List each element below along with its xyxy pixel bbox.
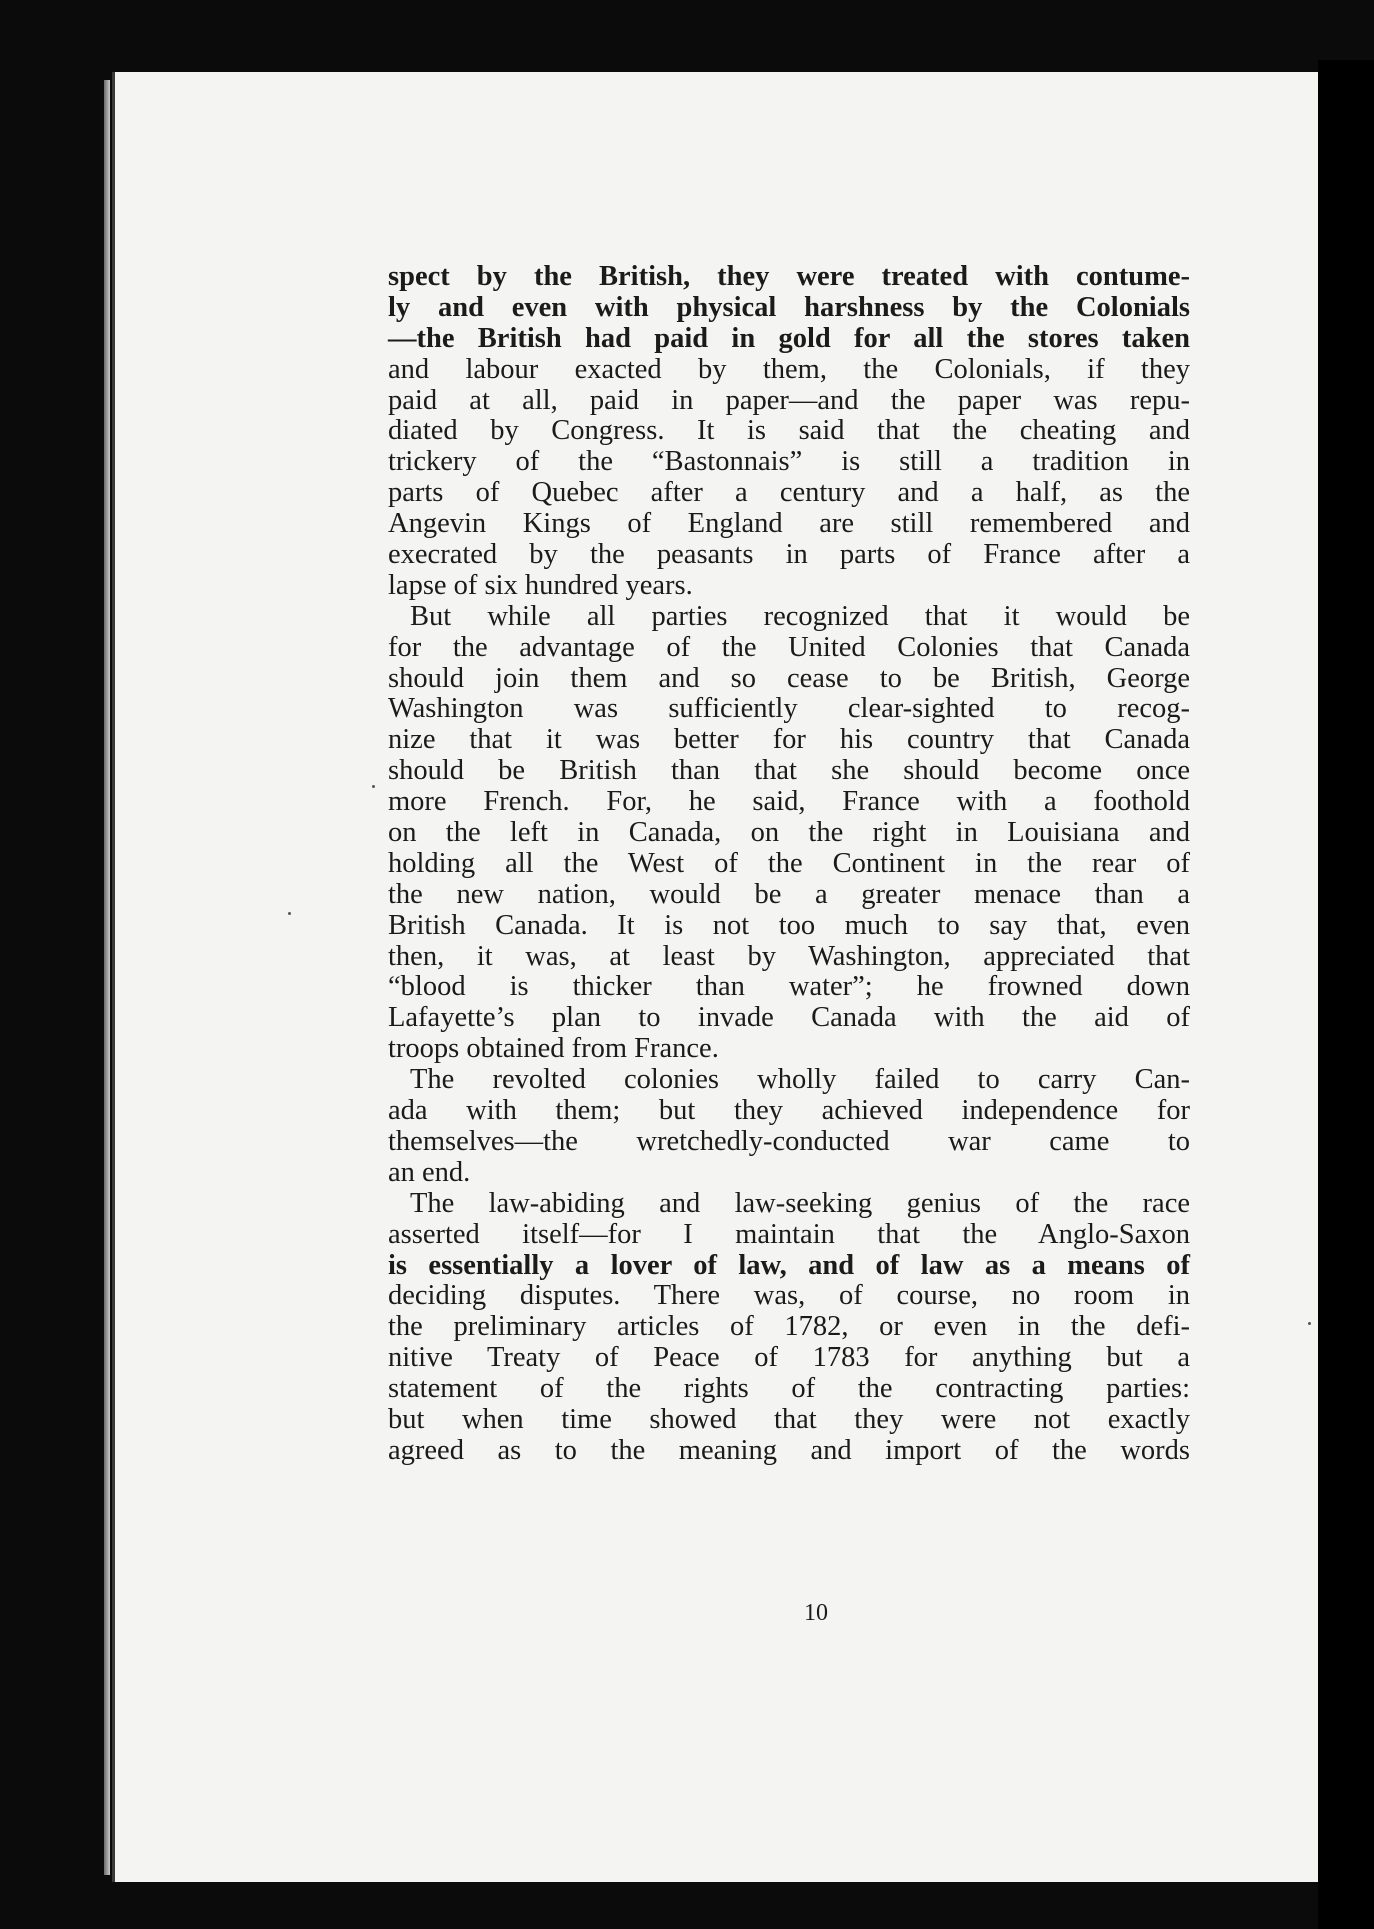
text-line: But while all parties recognized that it would be <box>410 600 1190 632</box>
text-line: asserted itself—for I maintain that the Anglo-Saxon <box>388 1218 1190 1250</box>
scan-border <box>1318 60 1374 1929</box>
scan-speck <box>372 785 375 788</box>
text-line: agreed as to the meaning and import of the words <box>388 1434 1190 1466</box>
text-line: then, it was, at least by Washington, appreciated that <box>388 940 1190 972</box>
text-line: The revolted colonies wholly failed to carry Can- <box>410 1064 1190 1096</box>
text-line: diated by Congress. It is said that the cheating and <box>388 415 1190 447</box>
text-line: and labour exacted by them, the Colonials, if they <box>388 353 1190 385</box>
text-line: lapse of six hundred years. <box>388 569 693 601</box>
text-line: execrated by the peasants in parts of France after a <box>388 539 1190 571</box>
body-text <box>388 262 1190 1467</box>
text-line: should join them and so cease to be British, George <box>388 662 1190 694</box>
text-line: but when time showed that they were not exactly <box>388 1403 1190 1435</box>
text-line: ada with them; but they achieved independence for <box>388 1095 1190 1127</box>
text-line: spect by the British, they were treated with contume- <box>388 261 1190 292</box>
text-line: an end. <box>388 1156 471 1188</box>
text-line: British Canada. It is not too much to say that, even <box>388 909 1190 941</box>
text-line: should be British than that she should become once <box>388 755 1190 787</box>
page-edge <box>104 80 110 1875</box>
text-line: nize that it was better for his country that Canada <box>388 724 1190 756</box>
text-line: The law-abiding and law-seeking genius of the race <box>410 1187 1190 1219</box>
text-line: “blood is thicker than water”; he frowned down <box>388 971 1190 1003</box>
text-line: nitive Treaty of Peace of 1783 for anything but a <box>388 1342 1190 1374</box>
text-line: for the advantage of the United Colonies that Canada <box>388 631 1190 663</box>
text-line: statement of the rights of the contracting parties: <box>388 1373 1190 1405</box>
text-line: Lafayette’s plan to invade Canada with the aid of <box>388 1002 1190 1034</box>
text-line: themselves—the wretchedly-conducted war came to <box>388 1125 1190 1157</box>
text-line: on the left in Canada, on the right in Louisiana and <box>388 817 1190 849</box>
text-line: troops obtained from France. <box>388 1033 719 1065</box>
text-line: Washington was sufficiently clear-sighted to recog- <box>388 693 1190 725</box>
page-number: 10 <box>804 1600 828 1626</box>
text-line: trickery of the “Bastonnais” is still a tradition in <box>388 446 1190 478</box>
text-line: the preliminary articles of 1782, or even in the defi- <box>388 1311 1190 1343</box>
text-line: the new nation, would be a greater menace than a <box>388 878 1190 910</box>
text-line: holding all the West of the Continent in the rear of <box>388 847 1190 879</box>
scan-speck <box>288 912 291 915</box>
text-line: Angevin Kings of England are still remembered and <box>388 508 1190 540</box>
text-line: —the British had paid in gold for all the stores taken <box>388 322 1190 354</box>
text-line: parts of Quebec after a century and a half, as the <box>388 477 1190 509</box>
text-line: ly and even with physical harshness by the Colonials <box>388 291 1190 323</box>
text-line: deciding disputes. There was, of course, no room in <box>388 1280 1190 1312</box>
scan-speck <box>1308 1322 1311 1325</box>
text-line: is essentially a lover of law, and of law as a means of <box>388 1249 1190 1281</box>
text-line: paid at all, paid in paper—and the paper was repu- <box>388 384 1190 416</box>
text-line: more French. For, he said, France with a foothold <box>388 786 1190 818</box>
